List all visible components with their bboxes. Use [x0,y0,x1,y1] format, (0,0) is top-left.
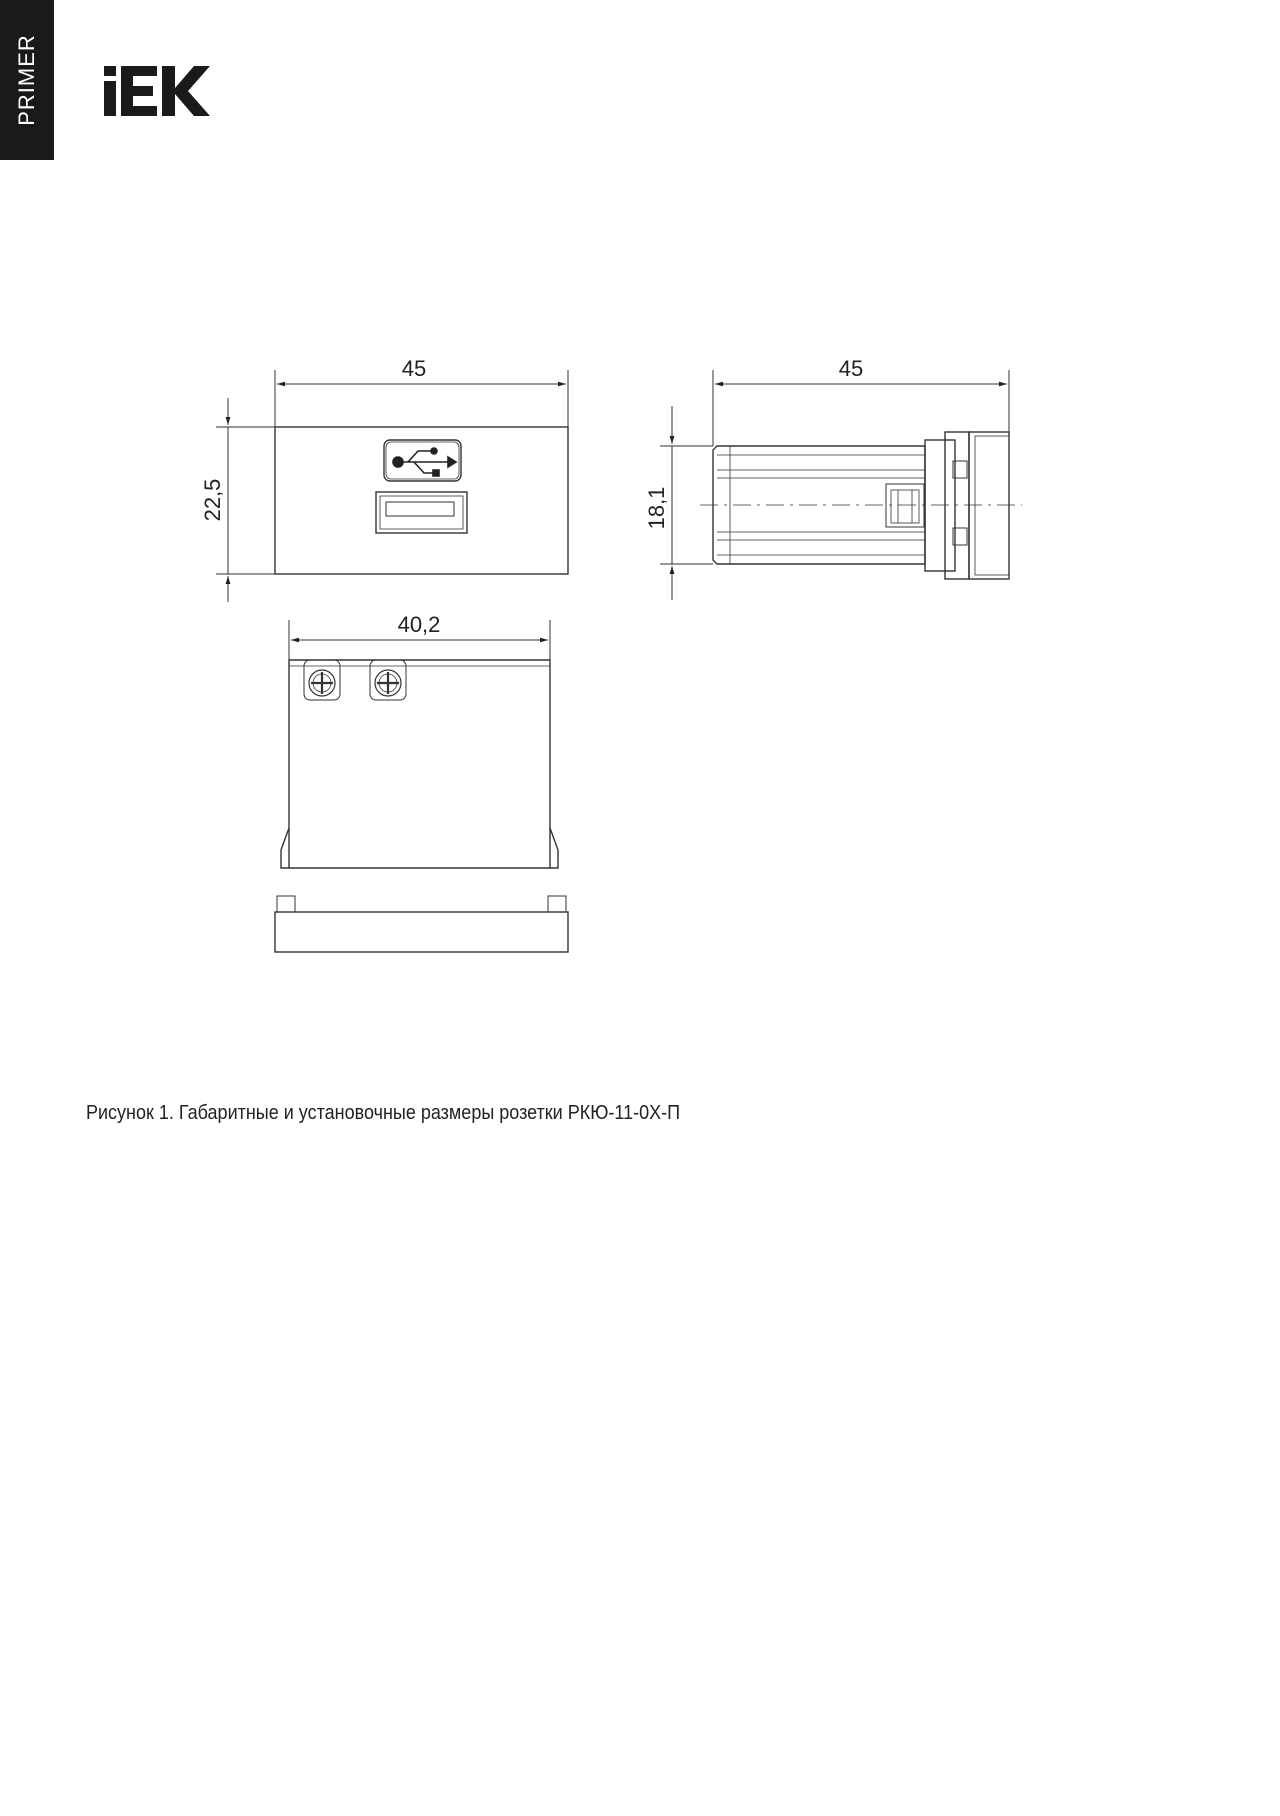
brand-tab-label: PRIMER [14,34,39,126]
side-width-dim: 45 [838,356,864,381]
figure-caption: Рисунок 1. Габаритные и установочные размеры розетки РКЮ-11-0Х-П [86,1102,681,1124]
usb-port [376,492,467,533]
side-height-dim: 18,1 [644,486,669,530]
bottom-width-dim: 40,2 [397,612,441,637]
front-width-dim: 45 [401,356,427,381]
usb-symbol-icon [384,440,461,481]
side-view [660,370,1022,600]
front-view [216,370,568,602]
front-view-body [275,427,568,574]
front-height-dim: 22,5 [200,478,225,522]
bottom-view [275,620,568,952]
